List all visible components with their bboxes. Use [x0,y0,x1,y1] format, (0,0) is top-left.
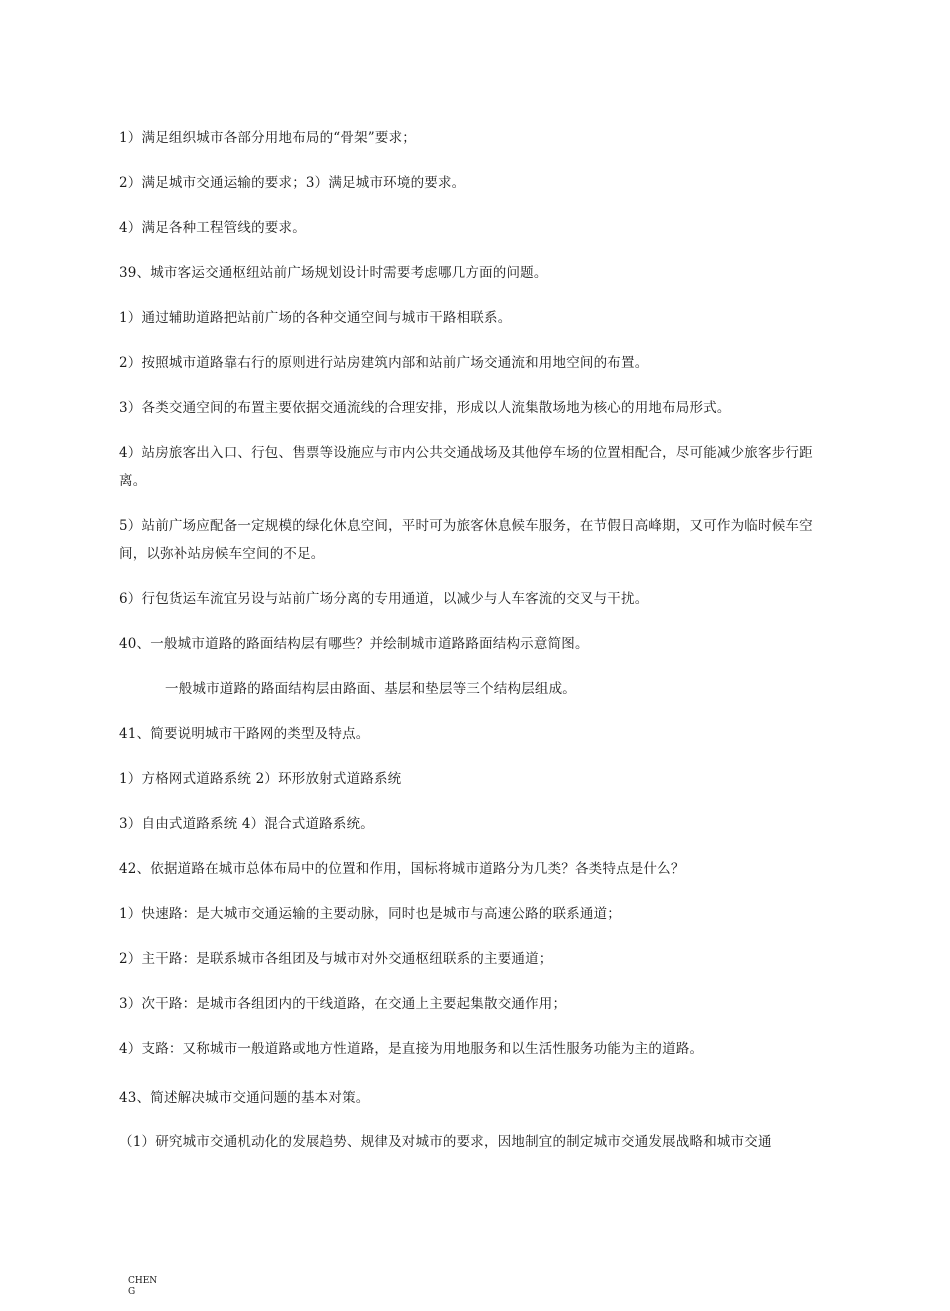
answer-40: 一般城市道路的路面结构层由路面、基层和垫层等三个结构层组成。 [165,681,576,697]
answer-42-secondary: 3）次干路：是城市各组团内的干线道路，在交通上主要起集散交通作用； [119,996,567,1012]
answer-42-arterial: 2）主干路：是联系城市各组团及与城市对外交通枢纽联系的主要通道； [119,951,553,967]
footer-mark: CHENG [128,1276,158,1297]
answer-41-line-2: 3）自由式道路系统 4）混合式道路系统。 [119,816,374,832]
question-42: 42、依据道路在城市总体布局中的位置和作用，国标将城市道路分为几类？各类特点是什么？ [119,861,685,877]
question-41: 41、简要说明城市干路网的类型及特点。 [119,726,370,742]
question-39: 39、城市客运交通枢纽站前广场规划设计时需要考虑哪几方面的问题。 [119,265,548,281]
question-40: 40、一般城市道路的路面结构层有哪些？并绘制城市道路路面结构示意简图。 [119,636,589,652]
answer-39-item-4: 4）站房旅客出入口、行包、售票等设施应与市内公共交通战场及其他停车场的位置相配合，尽可能减少旅客步行距离。 [119,445,813,489]
answer-39-item-6: 6）行包货运车流宜另设与站前广场分离的专用通道，以减少与人车客流的交叉与干扰。 [119,591,649,607]
answer-39-item-5: 5）站前广场应配备一定规模的绿化休息空间，平时可为旅客休息候车服务，在节假日高峰期，又可作为临时候车空间，以弥补站房候车空间的不足。 [119,518,813,562]
answer-39-item-3: 3）各类交通空间的布置主要依据交通流线的合理安排，形成以人流集散场地为核心的用地布局形式。 [119,400,731,416]
paragraph-transport-environment: 2）满足城市交通运输的要求；3）满足城市环境的要求。 [119,175,466,191]
answer-41-line-1: 1）方格网式道路系统 2）环形放射式道路系统 [119,771,402,787]
answer-43-item-1: （1）研究城市交通机动化的发展趋势、规律及对城市的要求，因地制宜的制定城市交通发展战略和城市交通 [119,1134,772,1150]
answer-39-item-1: 1）通过辅助道路把站前广场的各种交通空间与城市干路相联系。 [119,310,512,326]
answer-42-branch: 4）支路：又称城市一般道路或地方性道路，是直接为用地服务和以生活性服务功能为主的道路。 [119,1041,704,1057]
question-43: 43、简述解决城市交通问题的基本对策。 [119,1090,370,1106]
paragraph-skeleton-requirement: 1）满足组织城市各部分用地布局的“骨架”要求； [119,130,416,146]
answer-39-item-2: 2）按照城市道路靠右行的原则进行站房建筑内部和站前广场交通流和用地空间的布置。 [119,355,649,371]
answer-42-expressway: 1）快速路：是大城市交通运输的主要动脉，同时也是城市与高速公路的联系通道； [119,906,621,922]
paragraph-pipelines: 4）满足各种工程管线的要求。 [119,220,306,236]
